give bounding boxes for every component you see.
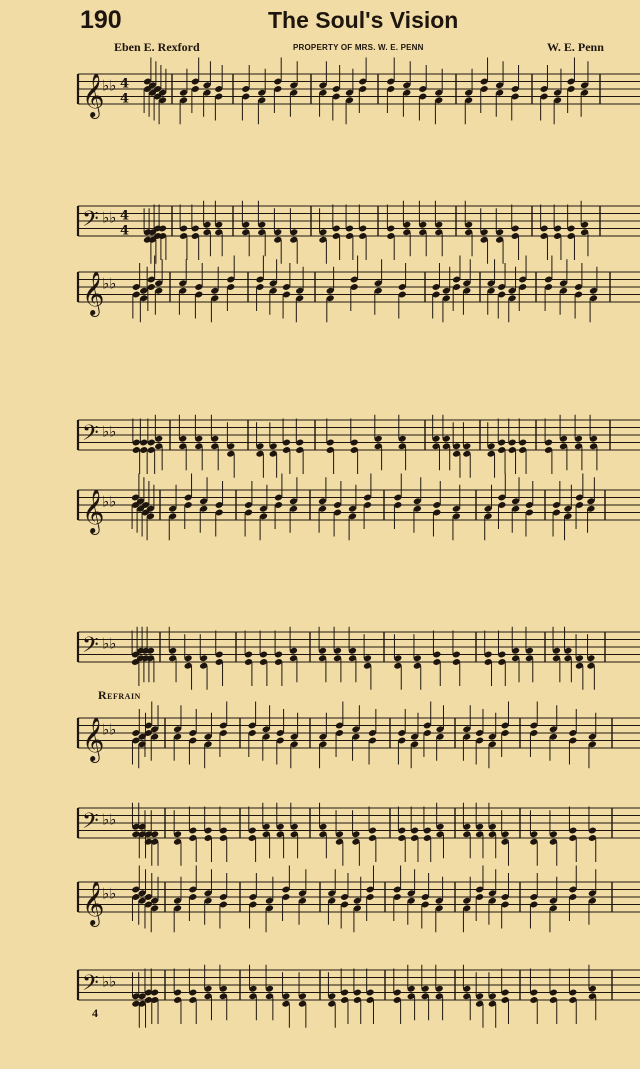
svg-text:𝄢: 𝄢 <box>82 633 99 663</box>
svg-text:♭♭: ♭♭ <box>102 634 117 653</box>
composer-credit: W. E. Penn <box>547 40 604 54</box>
system-5-treble-staff <box>0 872 640 925</box>
svg-text:4: 4 <box>120 76 130 92</box>
svg-text:𝄞: 𝄞 <box>82 271 105 315</box>
lyricist-credit: Eben E. Rexford <box>114 40 200 54</box>
system-2-bass-staff <box>0 410 640 460</box>
refrain-label: Refrain <box>98 688 141 702</box>
svg-text:𝄢: 𝄢 <box>82 421 99 451</box>
svg-text:4: 4 <box>120 208 130 224</box>
system-2-treble-staff <box>0 262 640 315</box>
svg-text:4: 4 <box>120 91 130 107</box>
hymn-number: 190 <box>80 6 122 34</box>
svg-text:𝄞: 𝄞 <box>82 489 105 533</box>
svg-text:♭♭: ♭♭ <box>102 972 117 991</box>
svg-text:𝄢: 𝄢 <box>82 207 99 237</box>
hymn-title: The Soul's Vision <box>268 7 459 33</box>
svg-text:𝄞: 𝄞 <box>82 73 105 117</box>
svg-text:♭♭: ♭♭ <box>102 422 117 441</box>
svg-text:𝄢: 𝄢 <box>82 809 99 839</box>
svg-text:♭♭: ♭♭ <box>102 492 117 511</box>
svg-text:♭♭: ♭♭ <box>102 720 117 739</box>
property-notice: PROPERTY OF MRS. W. E. PENN <box>293 43 424 52</box>
svg-text:♭♭: ♭♭ <box>102 76 117 95</box>
svg-text:𝄞: 𝄞 <box>82 717 105 761</box>
system-5-bass-staff <box>0 960 640 1010</box>
system-3-treble-staff <box>0 480 640 533</box>
system-1-bass-staff <box>0 196 640 246</box>
svg-text:♭♭: ♭♭ <box>102 884 117 903</box>
svg-text:4: 4 <box>120 223 130 239</box>
system-1-treble-staff <box>0 64 640 117</box>
svg-text:♭♭: ♭♭ <box>102 208 117 227</box>
svg-text:♭♭: ♭♭ <box>102 274 117 293</box>
system-3-bass-staff <box>0 622 640 672</box>
svg-text:𝄞: 𝄞 <box>82 881 105 925</box>
system-4-treble-staff <box>0 708 640 761</box>
svg-text:𝄢: 𝄢 <box>82 971 99 1001</box>
svg-text:♭♭: ♭♭ <box>102 810 117 829</box>
system-4-bass-staff <box>0 798 640 848</box>
page-number: 4 <box>92 1006 98 1020</box>
